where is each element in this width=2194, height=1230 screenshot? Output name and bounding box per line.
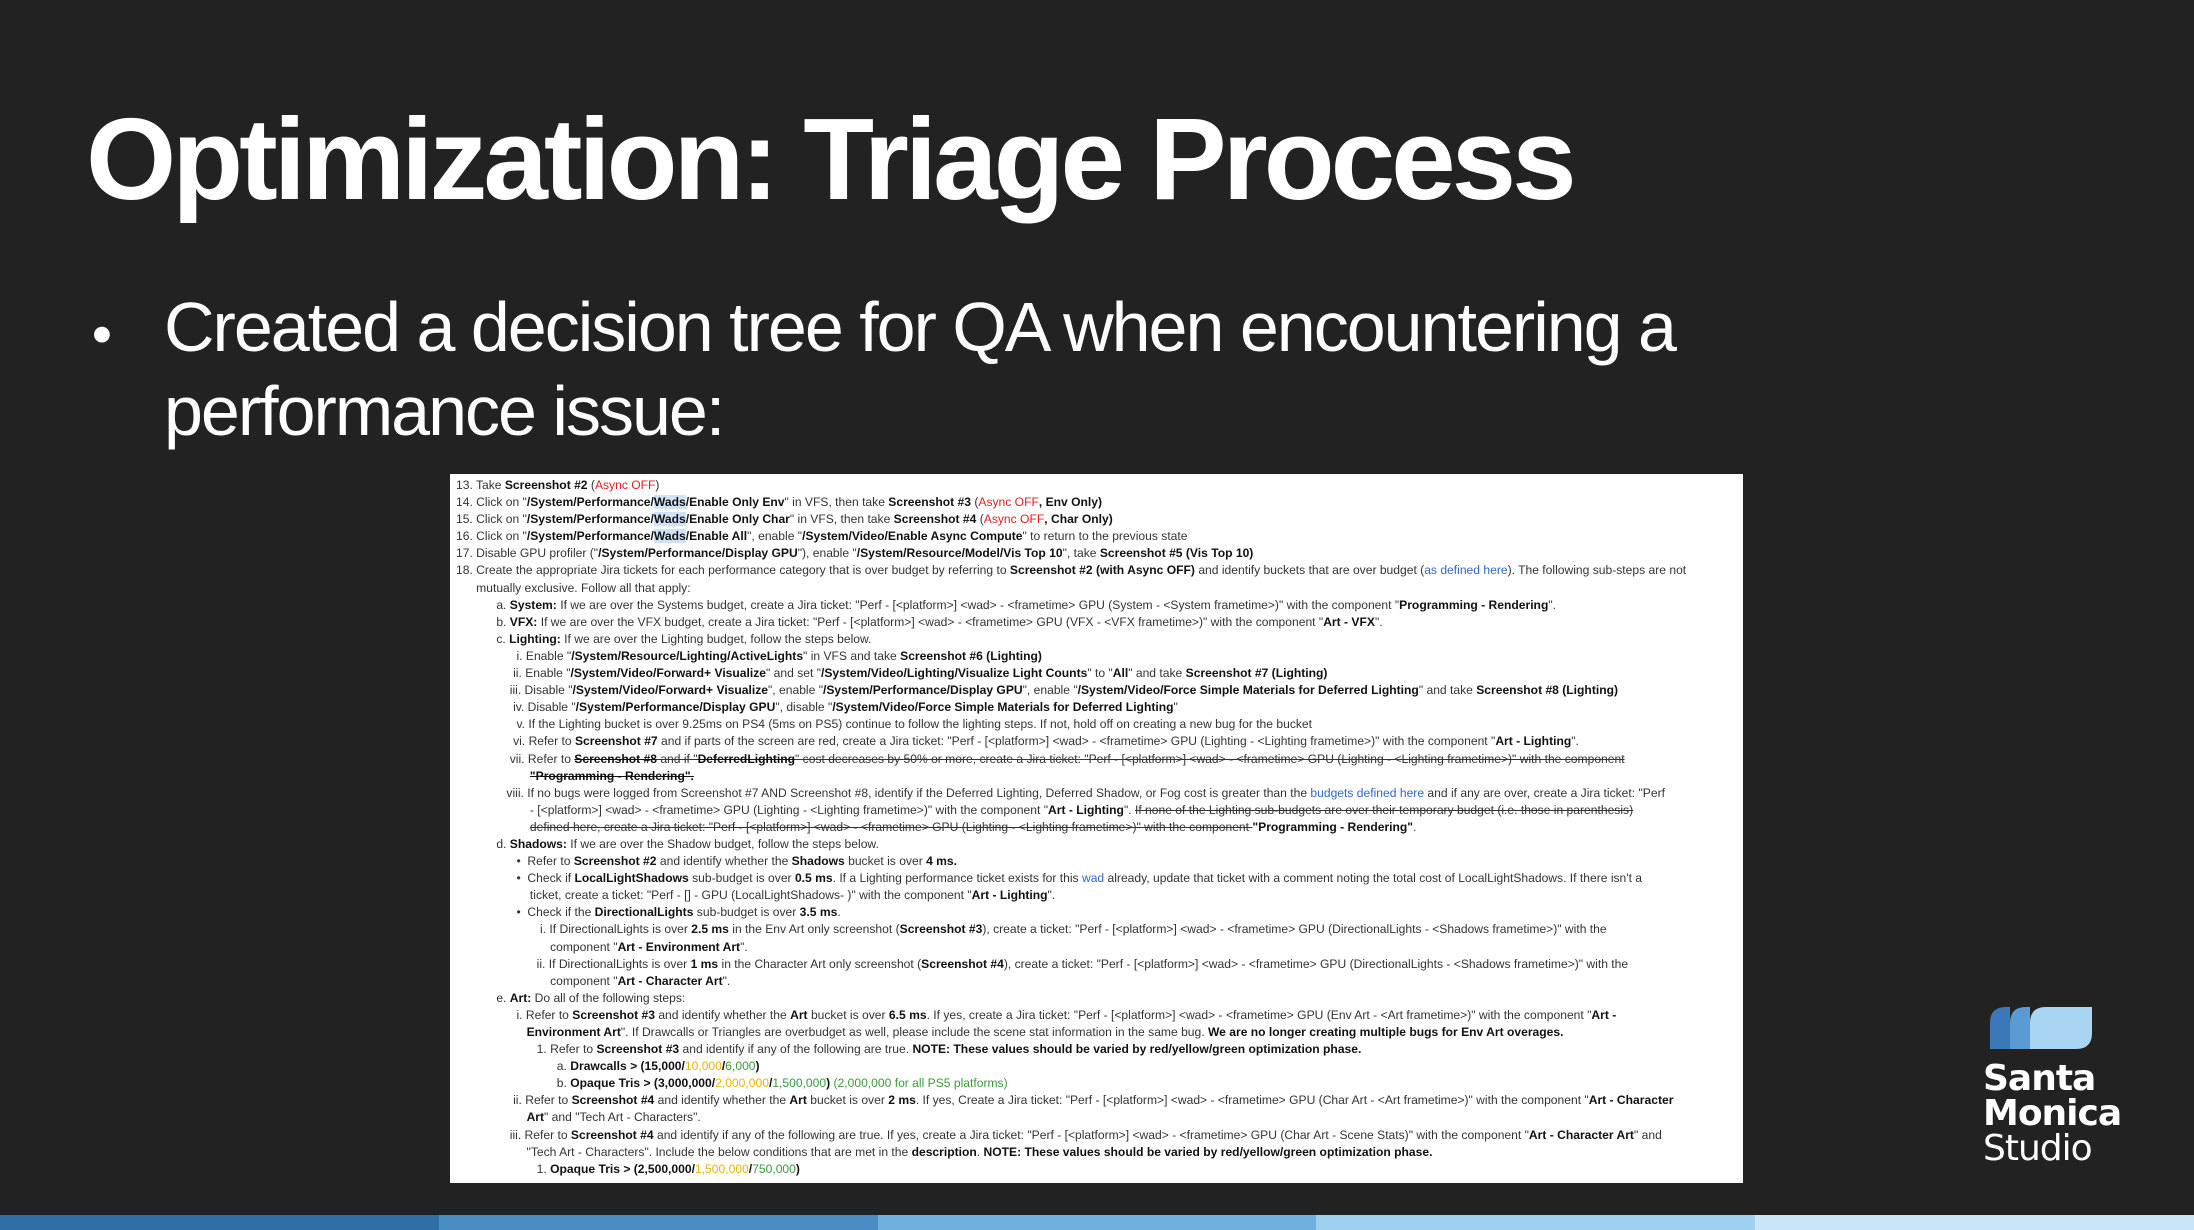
document-line: [456, 836, 1737, 853]
document-text-run: component ": [456, 973, 618, 988]
document-text-run: 15. Click on ": [456, 512, 527, 527]
document-line: [456, 802, 1737, 819]
document-text-run: 10,000: [684, 1059, 722, 1074]
document-text-run: iv. Disable ": [456, 700, 576, 715]
document-text-run: 1,500,000: [772, 1076, 827, 1091]
document-text-run: 1.: [456, 1161, 551, 1176]
document-text-run: already, update that ticket with a comment noting the total cost of LocalLightShadows. If there isn't a: [1104, 871, 1643, 886]
document-text-run: iii. Disable ": [456, 683, 573, 698]
document-text-run: vii. Refer to: [456, 751, 575, 766]
document-text-run: Screenshot #4: [921, 956, 1004, 971]
document-line: [456, 1161, 1737, 1178]
document-text-run: " and take: [1418, 683, 1477, 698]
santa-monica-studio-logo: [1980, 1003, 2140, 1173]
document-line: [456, 785, 1737, 802]
document-text-run: Art - Character Art: [617, 973, 723, 988]
document-text-run: Screenshot #3: [596, 1042, 680, 1057]
document-line: [456, 648, 1737, 665]
document-text-run: ".: [740, 939, 748, 954]
document-text-run: ", enable ": [768, 683, 823, 698]
document-text-run: . If yes, Create a Jira ticket: "Perf - [<platform>] <wad> - <frametime> GPU (Char Art - <Art frametime>)" with the component ": [915, 1093, 1589, 1108]
document-line: [456, 682, 1737, 699]
logo-mark-icon: [1986, 1003, 2096, 1053]
document-line: [456, 990, 1737, 1007]
document-text-run: " and set ": [766, 666, 821, 681]
document-line: [456, 1075, 1737, 1092]
document-text-run: ".: [1374, 614, 1383, 629]
logo-line-3: Studio: [1983, 1128, 2092, 1169]
document-text-run: ), create a ticket: "Perf - [<platform>] <wad> - <frametime> GPU (DirectionalLights - <Shadows frametime>)" with the: [982, 922, 1607, 937]
document-text-run: " to ": [1087, 666, 1113, 681]
document-text-run: Screenshot #6 (Lighting): [900, 648, 1042, 663]
document-line: [456, 1024, 1737, 1041]
bullet-icon: •: [86, 305, 118, 368]
document-text-run: bucket is over: [806, 1093, 889, 1108]
document-text-run: ": [1173, 700, 1178, 715]
document-text-run: .: [976, 1144, 984, 1159]
document-text-run: If we are over the Lighting budget, follow the steps below.: [560, 631, 872, 646]
document-text-run: /Enable Only Char: [685, 512, 790, 527]
document-text-run: Art - Lighting: [1048, 802, 1124, 817]
document-text-run: defined here, create a Jira ticket: "Perf - [<platform>] <wad> - <frametime> GPU (Lighting - <Lighting frametime>)" with the component: [529, 819, 1253, 834]
document-text-run: We are no longer creating multiple bugs for Env Art overages.: [1207, 1025, 1564, 1039]
document-text-run: /System/Video/Force Simple Materials for Deferred Lighting: [832, 700, 1174, 715]
document-line: [456, 545, 1737, 562]
document-text-run: Art: [789, 1093, 807, 1108]
document-text-run: "Tech Art - Characters". Include the below conditions that are met in the: [456, 1144, 912, 1159]
document-text-run: Screenshot #8 (Lighting): [1476, 683, 1619, 698]
document-text-run: and if ": [656, 751, 698, 766]
document-text-run: /System/Performance/: [526, 512, 654, 527]
document-text-run: ", enable ": [747, 529, 803, 544]
document-text-run: " and: [1633, 1127, 1662, 1142]
document-text-run: sub-budget is over: [693, 905, 800, 920]
document-line: [456, 528, 1737, 545]
document-text-run[interactable]: budgets defined here: [1310, 785, 1425, 800]
document-line: [456, 733, 1737, 750]
document-line: [456, 1007, 1737, 1024]
document-text-run: and identify whether the: [654, 1007, 791, 1022]
document-text-run: /: [748, 1161, 753, 1176]
document-text-run: 0.5 ms: [794, 871, 833, 886]
document-text-run: ".: [1548, 597, 1556, 612]
logo-line-1: Santa: [1983, 1058, 2096, 1099]
document-text-run: (: [970, 495, 979, 510]
document-text-run: Wads: [653, 529, 686, 544]
color-bar-segment: [1755, 1215, 2194, 1230]
document-text-run: Screenshot #3: [899, 922, 983, 937]
document-text-run: " in VFS and take: [803, 648, 901, 663]
document-text-run: i. If DirectionalLights is over: [456, 922, 692, 937]
color-bar-segment: [0, 1215, 439, 1230]
document-text-run: v. If the Lighting bucket is over 9.25ms on PS4 (5ms on PS5) continue to follow the lighting steps. If not, hold off on creating a new bug for the bucket: [456, 717, 1312, 732]
document-line: [456, 494, 1737, 511]
document-line: [456, 973, 1737, 990]
document-text-run: Screenshot #3: [572, 1007, 655, 1022]
document-text-run: . If a Lighting performance ticket exists for this: [832, 871, 1082, 886]
document-text-run: in the Character Art only screenshot (: [718, 956, 922, 971]
document-text-run: (: [976, 512, 984, 527]
document-text-run: a.: [456, 597, 510, 612]
document-text-run: NOTE: These values should be varied by red/yellow/green optimization phase.: [912, 1042, 1362, 1057]
document-text-run: ticket, create a ticket: "Perf - [] - GPU (LocalLightShadows- )" with the component ": [456, 888, 972, 903]
document-text-run: 1 ms: [690, 956, 719, 971]
document-text-run: iii. Refer to: [456, 1127, 571, 1142]
document-text-run: /System/Video/Lighting/Visualize Light Counts: [821, 666, 1088, 681]
document-line: [456, 580, 1737, 597]
document-text-run: Async OFF: [978, 495, 1039, 510]
document-text-run: ): [755, 1059, 760, 1074]
document-line: [456, 1058, 1737, 1075]
logo-line-2: Monica: [1983, 1093, 2122, 1134]
document-text-run: , Char Only): [1044, 512, 1113, 527]
document-text-run: /System/Performance/Display GPU: [598, 546, 798, 561]
logo-wordmark: [1983, 1058, 2122, 1169]
document-text-run: Opaque Tris > (3,000,000/: [570, 1076, 716, 1091]
document-text-run: i. Refer to: [456, 1007, 573, 1022]
document-text-run: Screenshot #4: [570, 1127, 654, 1142]
document-line: [456, 939, 1737, 956]
document-text-run: System:: [509, 597, 557, 612]
document-text-run: /System/Resource/Model/Vis Top 10: [856, 546, 1063, 561]
document-text-run: /System/Video/Force Simple Materials for Deferred Lighting: [1077, 683, 1419, 698]
document-line: [456, 768, 1737, 785]
document-text-run: Wads: [653, 495, 686, 510]
document-text-run: Art - Environment Art: [617, 939, 741, 954]
color-bar-segment: [878, 1215, 1317, 1230]
document-text-run: i. Enable ": [456, 648, 572, 663]
document-line: [456, 1127, 1737, 1144]
document-text-run: Art - VFX: [1323, 614, 1375, 629]
document-screenshot: [450, 474, 1743, 1183]
document-text-run: Wads: [653, 512, 686, 527]
document-text-run: e.: [456, 990, 510, 1005]
document-text-run: Screenshot #4: [571, 1093, 655, 1108]
document-text-run: ", enable ": [1022, 683, 1078, 698]
document-text-run: 1,500,000: [694, 1161, 749, 1176]
document-text-run: Programming - Rendering: [1399, 597, 1549, 612]
document-text-run: /Enable Only Env: [685, 495, 785, 510]
document-text-run: in the Env Art only screenshot (: [728, 922, 900, 937]
document-text-run: " and take: [1128, 666, 1186, 681]
document-text-run: Screenshot #8: [574, 751, 657, 766]
document-text-run: 1. Refer to: [456, 1042, 597, 1057]
document-line: [456, 887, 1737, 904]
document-text-run: " in VFS, then take: [789, 512, 894, 527]
document-text-run: , Env Only): [1038, 495, 1103, 510]
document-text-run: and identify whether the: [654, 1093, 790, 1108]
document-text-run: "), enable ": [797, 546, 857, 561]
document-text-run: ii. Refer to: [456, 1093, 572, 1108]
document-text-run: c.: [456, 631, 510, 646]
document-text-run: 18. Create the appropriate Jira tickets for each performance category that is over budget by referring to: [456, 563, 1010, 578]
document-text-run: /Enable All: [685, 529, 748, 544]
document-text-run: All: [1112, 666, 1129, 681]
document-text-run: Shadows:: [509, 836, 567, 851]
document-text-run: (: [587, 478, 595, 492]
document-text-run: Lighting:: [509, 631, 561, 646]
document-text-run: ".: [722, 973, 731, 988]
document-line: [456, 853, 1737, 870]
document-text-run: and identify if any of the following are true.: [679, 1042, 913, 1057]
document-text-run: d.: [456, 836, 510, 851]
document-line: [456, 956, 1737, 973]
document-text-run: Screenshot #7 (Lighting): [1185, 666, 1328, 681]
document-text-run: 2.5 ms: [691, 922, 729, 937]
document-text-run: DirectionalLights: [594, 905, 694, 920]
document-line: [456, 1092, 1737, 1109]
document-line: [456, 921, 1737, 938]
document-text-run: ): [795, 1161, 800, 1176]
document-text-run: Art: [526, 1110, 545, 1125]
document-text-run: Art - Lighting: [1495, 734, 1572, 749]
document-text-run: Art - Character Art: [1528, 1127, 1634, 1142]
document-text-run: mutually exclusive. Follow all that apply:: [456, 580, 691, 595]
document-line: [456, 1144, 1737, 1161]
document-text-run: /System/Video/Enable Async Compute: [802, 529, 1023, 544]
document-text-run: sub-budget is over: [688, 871, 795, 886]
document-text-run: b.: [456, 1076, 571, 1091]
document-line: [456, 751, 1737, 768]
document-text-run: DeferredLighting: [697, 751, 796, 766]
document-text-run: Opaque Tris > (2,500,000/: [550, 1161, 695, 1176]
document-text-run: If none of the Lighting sub-budgets are over their temporary budget (i.e. those in parenthesis): [1134, 802, 1634, 817]
document-text-run: Art - Character: [1588, 1093, 1674, 1108]
document-text-run: /System/Performance/Display GPU: [575, 700, 776, 715]
document-text-run: Screenshot #4: [893, 512, 977, 527]
document-text-run: ii. Enable ": [456, 666, 571, 681]
document-text-run: 2,000,000: [715, 1076, 769, 1091]
document-line: [456, 614, 1737, 631]
document-text-run: Async OFF: [983, 512, 1045, 527]
document-text-run: component ": [456, 939, 618, 954]
document-text-run: [456, 769, 530, 783]
document-text-run: 6,000: [725, 1059, 756, 1074]
slide-title: Optimization: Triage Process: [86, 94, 1573, 224]
document-line: [456, 870, 1737, 887]
document-text-run: 17. Disable GPU profiler (": [456, 546, 599, 561]
document-text-run: Screenshot #7: [574, 734, 658, 749]
document-text-run: /System/Video/Forward+ Visualize: [570, 666, 767, 681]
document-text-run: Art: [790, 1007, 808, 1022]
document-line: [456, 699, 1737, 716]
document-text-run: ): [826, 1076, 834, 1091]
document-text-run: LocalLightShadows: [574, 871, 689, 886]
document-text-run: Environment Art: [526, 1025, 621, 1039]
document-text-run: Drawcalls > (15,000/: [570, 1059, 685, 1074]
document-text-run: 16. Click on ": [456, 529, 527, 544]
document-line: [456, 477, 1737, 494]
document-text-run: 3.5 ms: [799, 905, 838, 920]
document-text-run: If we are over the Shadow budget, follow the steps below.: [566, 836, 879, 851]
document-text-run: .: [1413, 819, 1417, 834]
document-text-run[interactable]: wad: [1081, 871, 1105, 886]
bullet-item: [86, 285, 1986, 453]
document-text-run: 6.5 ms: [888, 1007, 927, 1022]
document-text-run: ), create a ticket: "Perf - [<platform>] <wad> - <frametime> GPU (DirectionalLights - <Shadows frametime>)" with the: [1003, 956, 1629, 971]
document-text-run: a.: [456, 1059, 571, 1074]
document-text-run: ".: [1047, 888, 1056, 903]
document-text-run: If we are over the VFX budget, create a Jira ticket: "Perf - [<platform>] <wad> - <frametime> GPU (VFX - <VFX frametime>)" with the component ": [537, 614, 1324, 629]
document-text-run: b.: [456, 614, 510, 629]
document-line: [456, 511, 1737, 528]
document-text-run: ", take: [1062, 546, 1100, 561]
document-text-run: [456, 820, 530, 834]
document-text-run: and identify whether the: [656, 854, 792, 869]
document-text-run: VFX:: [509, 614, 538, 629]
document-text-run: ".: [1571, 734, 1579, 749]
document-text-run: Screenshot #2: [504, 478, 588, 492]
document-text-run: ii. If DirectionalLights is over: [456, 956, 691, 971]
bullet-text: Created a decision tree for QA when encountering a performance issue:: [164, 288, 1675, 450]
document-text-run: bucket is over: [807, 1007, 889, 1022]
document-text-run: /: [768, 1076, 773, 1091]
document-text-run: 4 ms.: [926, 854, 958, 869]
document-text-run: ". If Drawcalls or Triangles are overbudget as well, please include the scene stat information in the same bug.: [620, 1025, 1208, 1039]
document-text-run: ). The following sub-steps are not: [1507, 563, 1687, 578]
document-text-run: " in VFS, then take: [784, 495, 889, 510]
document-text-run: ", disable ": [775, 700, 833, 715]
document-text-run: /System/Video/Forward+ Visualize: [572, 683, 769, 698]
document-text-run: 2 ms: [888, 1093, 916, 1108]
document-text-run: ): [655, 478, 660, 492]
document-text-run: /System/Performance/: [526, 495, 654, 510]
document-text-run: and if parts of the screen are red, create a Jira ticket: "Perf - [<platform>] <wad> - <frametime> GPU (Lighting - <Lighting frametime>)" with the component ": [657, 734, 1496, 749]
document-text-run: /System/Performance/Display GPU: [823, 683, 1023, 698]
document-text-run: [456, 1110, 527, 1124]
document-text-run: and identify if any of the following are true. If yes, create a Jira ticket: "Perf - [<platform>] <wad> - <frametime> GPU (Char Art - Scene Stats)" with the component ": [653, 1127, 1529, 1142]
document-text-run: 14. Click on ": [456, 495, 527, 510]
document-line: [456, 631, 1737, 648]
document-text-run: 13. Take: [456, 478, 505, 492]
document-line: [456, 819, 1737, 836]
document-text-run: ".: [1123, 802, 1135, 817]
document-text-run: bucket is over: [844, 854, 927, 869]
document-text-run: If we are over the Systems budget, create a Jira ticket: "Perf - [<platform>] <wad> - <frametime> GPU (System - <System frametime>)" with the component ": [556, 597, 1400, 612]
document-line: [456, 716, 1737, 733]
document-line: [456, 597, 1737, 614]
document-text-run: vi. Refer to: [456, 734, 575, 749]
document-text-run: Screenshot #5 (Vis Top 10): [1099, 546, 1254, 561]
document-text-run: Async OFF: [594, 478, 656, 492]
document-text-run: • Refer to: [456, 854, 574, 869]
document-text-run: • Check if: [456, 871, 575, 886]
document-text-run: /: [721, 1059, 726, 1074]
document-line: [456, 1109, 1737, 1126]
document-text-run: description: [911, 1144, 977, 1159]
bottom-color-bar: [0, 1215, 2194, 1230]
document-text-run: Screenshot #2 (with Async OFF): [1009, 563, 1195, 578]
document-text-run: Screenshot #2: [573, 854, 657, 869]
document-text-run: . If yes, create a Jira ticket: "Perf - [<platform>] <wad> - <frametime> GPU (Env Art - <Art frametime>)" with the component ": [926, 1007, 1592, 1022]
document-text-run[interactable]: as defined here: [1424, 563, 1508, 578]
document-text-run: • Check if the: [456, 905, 595, 920]
document-text-run: 750,000: [752, 1161, 796, 1176]
document-line: [456, 665, 1737, 682]
document-text-run: "Programming - Rendering".: [529, 768, 694, 783]
color-bar-segment: [439, 1215, 878, 1230]
document-text-run: "Programming - Rendering": [1252, 819, 1414, 834]
document-line: [456, 562, 1737, 579]
document-text-run: Shadows: [791, 854, 845, 869]
document-text-run: " to return to the previous state: [1022, 529, 1188, 544]
document-text-run: .: [837, 905, 841, 920]
document-text-run: - [<platform>] <wad> - <frametime> GPU (Lighting - <Lighting frametime>)" with the component ": [456, 802, 1049, 817]
document-text-run: Art:: [509, 990, 532, 1005]
document-text-run: NOTE: These values should be varied by red/yellow/green optimization phase.: [983, 1144, 1433, 1159]
document-line: [456, 904, 1737, 921]
document-text-run: [456, 1025, 527, 1039]
color-bar-segment: [1316, 1215, 1755, 1230]
document-text-run: /System/Resource/Lighting/ActiveLights: [571, 648, 804, 663]
document-text-run: Art -: [1591, 1007, 1617, 1022]
document-text-run: viii. If no bugs were logged from Screenshot #7 AND Screenshot #8, identify if the Deferred Lighting, Deferred Shadow, or Fog cost is greater than the: [456, 785, 1311, 800]
document-text-run: and if any are over, create a Jira ticket: "Perf: [1424, 785, 1665, 800]
document-line: [456, 1041, 1737, 1058]
document-text-run: Do all of the following steps:: [531, 990, 686, 1005]
document-text-run: (2,000,000 for all PS5 platforms): [833, 1076, 1008, 1091]
document-text-run: and identify buckets that are over budget (: [1194, 563, 1425, 578]
document-text-run: " cost decreases by 50% or more, create a Jira ticket: "Perf - [<platform>] <wad> - <frametime> GPU (Lighting - <Lighting frametime>)" with the component: [795, 751, 1625, 766]
document-text-run: Screenshot #3: [888, 495, 971, 510]
document-text-run: Art - Lighting: [971, 888, 1048, 903]
document-text-run: " and "Tech Art - Characters".: [544, 1110, 701, 1125]
document-text-run: /System/Performance/: [526, 529, 654, 544]
